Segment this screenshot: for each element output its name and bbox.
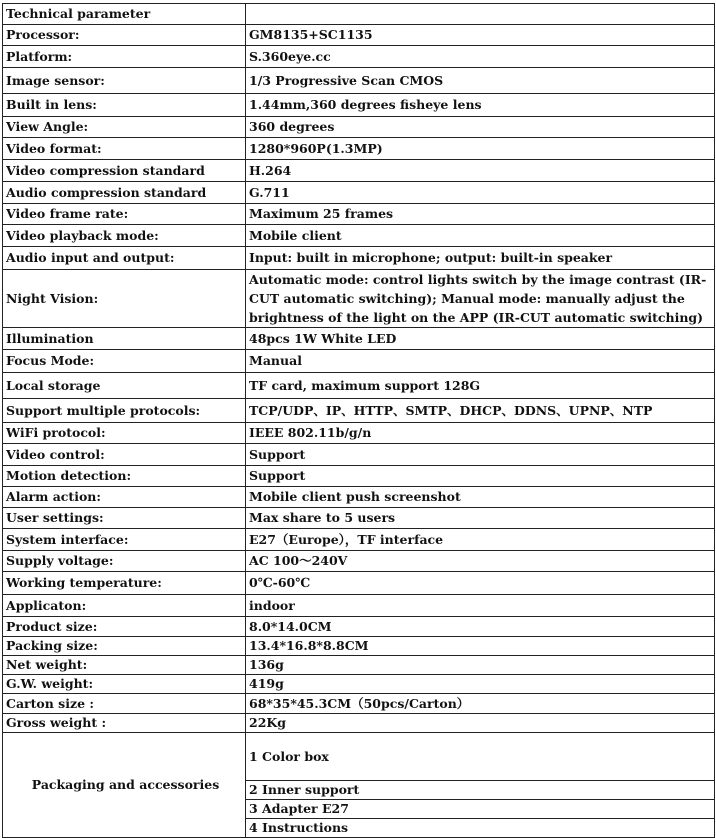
row-label: Gross weight : <box>3 714 246 733</box>
row-value: Support <box>246 444 715 466</box>
row-value: G.711 <box>246 182 715 204</box>
row-value: Mobile client push screenshot <box>246 487 715 508</box>
row-label: Alarm action: <box>3 487 246 508</box>
table-row <box>3 94 715 117</box>
row-value: 13.4*16.8*8.8CM <box>246 637 715 656</box>
table-row <box>3 270 715 328</box>
row-value: 22Kg <box>246 714 715 733</box>
row-label: Built in lens: <box>3 94 246 117</box>
table-row <box>3 572 715 595</box>
row-value: 136g <box>246 656 715 675</box>
row-value: Maximum 25 frames <box>246 204 715 225</box>
table-row <box>3 328 715 350</box>
table-row <box>3 160 715 182</box>
packaging-item: 1 Color box <box>246 733 715 781</box>
row-label: Local storage <box>3 373 246 399</box>
table-row <box>3 444 715 466</box>
packaging-row <box>3 733 715 781</box>
row-value: Support <box>246 466 715 487</box>
table-row <box>3 487 715 508</box>
row-value: 68*35*45.3CM（50pcs/Carton） <box>246 694 715 714</box>
row-label: Audio compression standard <box>3 182 246 204</box>
row-value: H.264 <box>246 160 715 182</box>
row-value: AC 100～240V <box>246 551 715 572</box>
table-row <box>3 399 715 423</box>
table-row <box>3 138 715 160</box>
row-label: Product size: <box>3 617 246 637</box>
row-label: Packing size: <box>3 637 246 656</box>
table-row <box>3 694 715 714</box>
table-row <box>3 25 715 46</box>
row-label: System interface: <box>3 529 246 551</box>
row-value: Automatic mode: control lights switch by the image contrast (IR-CUT automatic switching); Manual mode: manually adjust the brightness of the light on the APP (IR-CUT automatic switching) <box>246 270 715 328</box>
row-value: 1/3 Progressive Scan CMOS <box>246 68 715 94</box>
row-value: Max share to 5 users <box>246 508 715 529</box>
row-value: 360 degrees <box>246 117 715 138</box>
row-label: Video control: <box>3 444 246 466</box>
row-label: Video compression standard <box>3 160 246 182</box>
table-row <box>3 68 715 94</box>
table-row <box>3 637 715 656</box>
row-label: WiFi protocol: <box>3 423 246 444</box>
row-value: Mobile client <box>246 225 715 247</box>
table-row <box>3 466 715 487</box>
table-row <box>3 182 715 204</box>
table-row <box>3 423 715 444</box>
row-value: IEEE 802.11b/g/n <box>246 423 715 444</box>
row-value: 8.0*14.0CM <box>246 617 715 637</box>
row-label: Motion detection: <box>3 466 246 487</box>
row-value: TF card, maximum support 128G <box>246 373 715 399</box>
table-row <box>3 617 715 637</box>
table-row <box>3 350 715 373</box>
packaging-label: Packaging and accessories <box>3 733 246 838</box>
row-value: GM8135+SC1135 <box>246 25 715 46</box>
row-label: Supply voltage: <box>3 551 246 572</box>
row-value: 48pcs 1W White LED <box>246 328 715 350</box>
table-row <box>3 529 715 551</box>
table-row <box>3 247 715 270</box>
row-value: S.360eye.cc <box>246 46 715 68</box>
row-label: Audio input and output: <box>3 247 246 270</box>
row-label: Focus Mode: <box>3 350 246 373</box>
table-header-row <box>3 4 715 25</box>
table-title: Technical parameter <box>3 4 246 25</box>
table-row <box>3 714 715 733</box>
table-header-blank <box>246 4 715 25</box>
packaging-item: 2 Inner support <box>246 781 715 800</box>
row-value: Input: built in microphone; output: built-in speaker <box>246 247 715 270</box>
row-value: 419g <box>246 675 715 694</box>
table-row <box>3 675 715 694</box>
row-value: E27（Europe），TF interface <box>246 529 715 551</box>
table-row <box>3 46 715 68</box>
row-value: TCP/UDP、IP、HTTP、SMTP、DHCP、DDNS、UPNP、NTP <box>246 399 715 423</box>
table-row <box>3 551 715 572</box>
row-label: Support multiple protocols: <box>3 399 246 423</box>
row-value: indoor <box>246 595 715 617</box>
row-value: 1280*960P(1.3MP) <box>246 138 715 160</box>
table-row <box>3 117 715 138</box>
row-label: View Angle: <box>3 117 246 138</box>
row-label: Carton size : <box>3 694 246 714</box>
row-label: G.W. weight: <box>3 675 246 694</box>
row-label: Night Vision: <box>3 270 246 328</box>
row-label: Video playback mode: <box>3 225 246 247</box>
packaging-item: 4 Instructions <box>246 819 715 838</box>
table-row <box>3 656 715 675</box>
row-value: 1.44mm,360 degrees fisheye lens <box>246 94 715 117</box>
row-value: 0℃-60℃ <box>246 572 715 595</box>
table-row <box>3 204 715 225</box>
table-row <box>3 225 715 247</box>
technical-parameter-table <box>2 3 715 838</box>
row-label: Net weight: <box>3 656 246 675</box>
table-row <box>3 595 715 617</box>
row-label: Video frame rate: <box>3 204 246 225</box>
row-label: User settings: <box>3 508 246 529</box>
row-label: Platform: <box>3 46 246 68</box>
row-label: Illumination <box>3 328 246 350</box>
row-value: Manual <box>246 350 715 373</box>
table-row <box>3 508 715 529</box>
table-row <box>3 373 715 399</box>
packaging-item: 3 Adapter E27 <box>246 800 715 819</box>
row-label: Applicaton: <box>3 595 246 617</box>
row-label: Image sensor: <box>3 68 246 94</box>
row-label: Working temperature: <box>3 572 246 595</box>
row-label: Processor: <box>3 25 246 46</box>
row-label: Video format: <box>3 138 246 160</box>
